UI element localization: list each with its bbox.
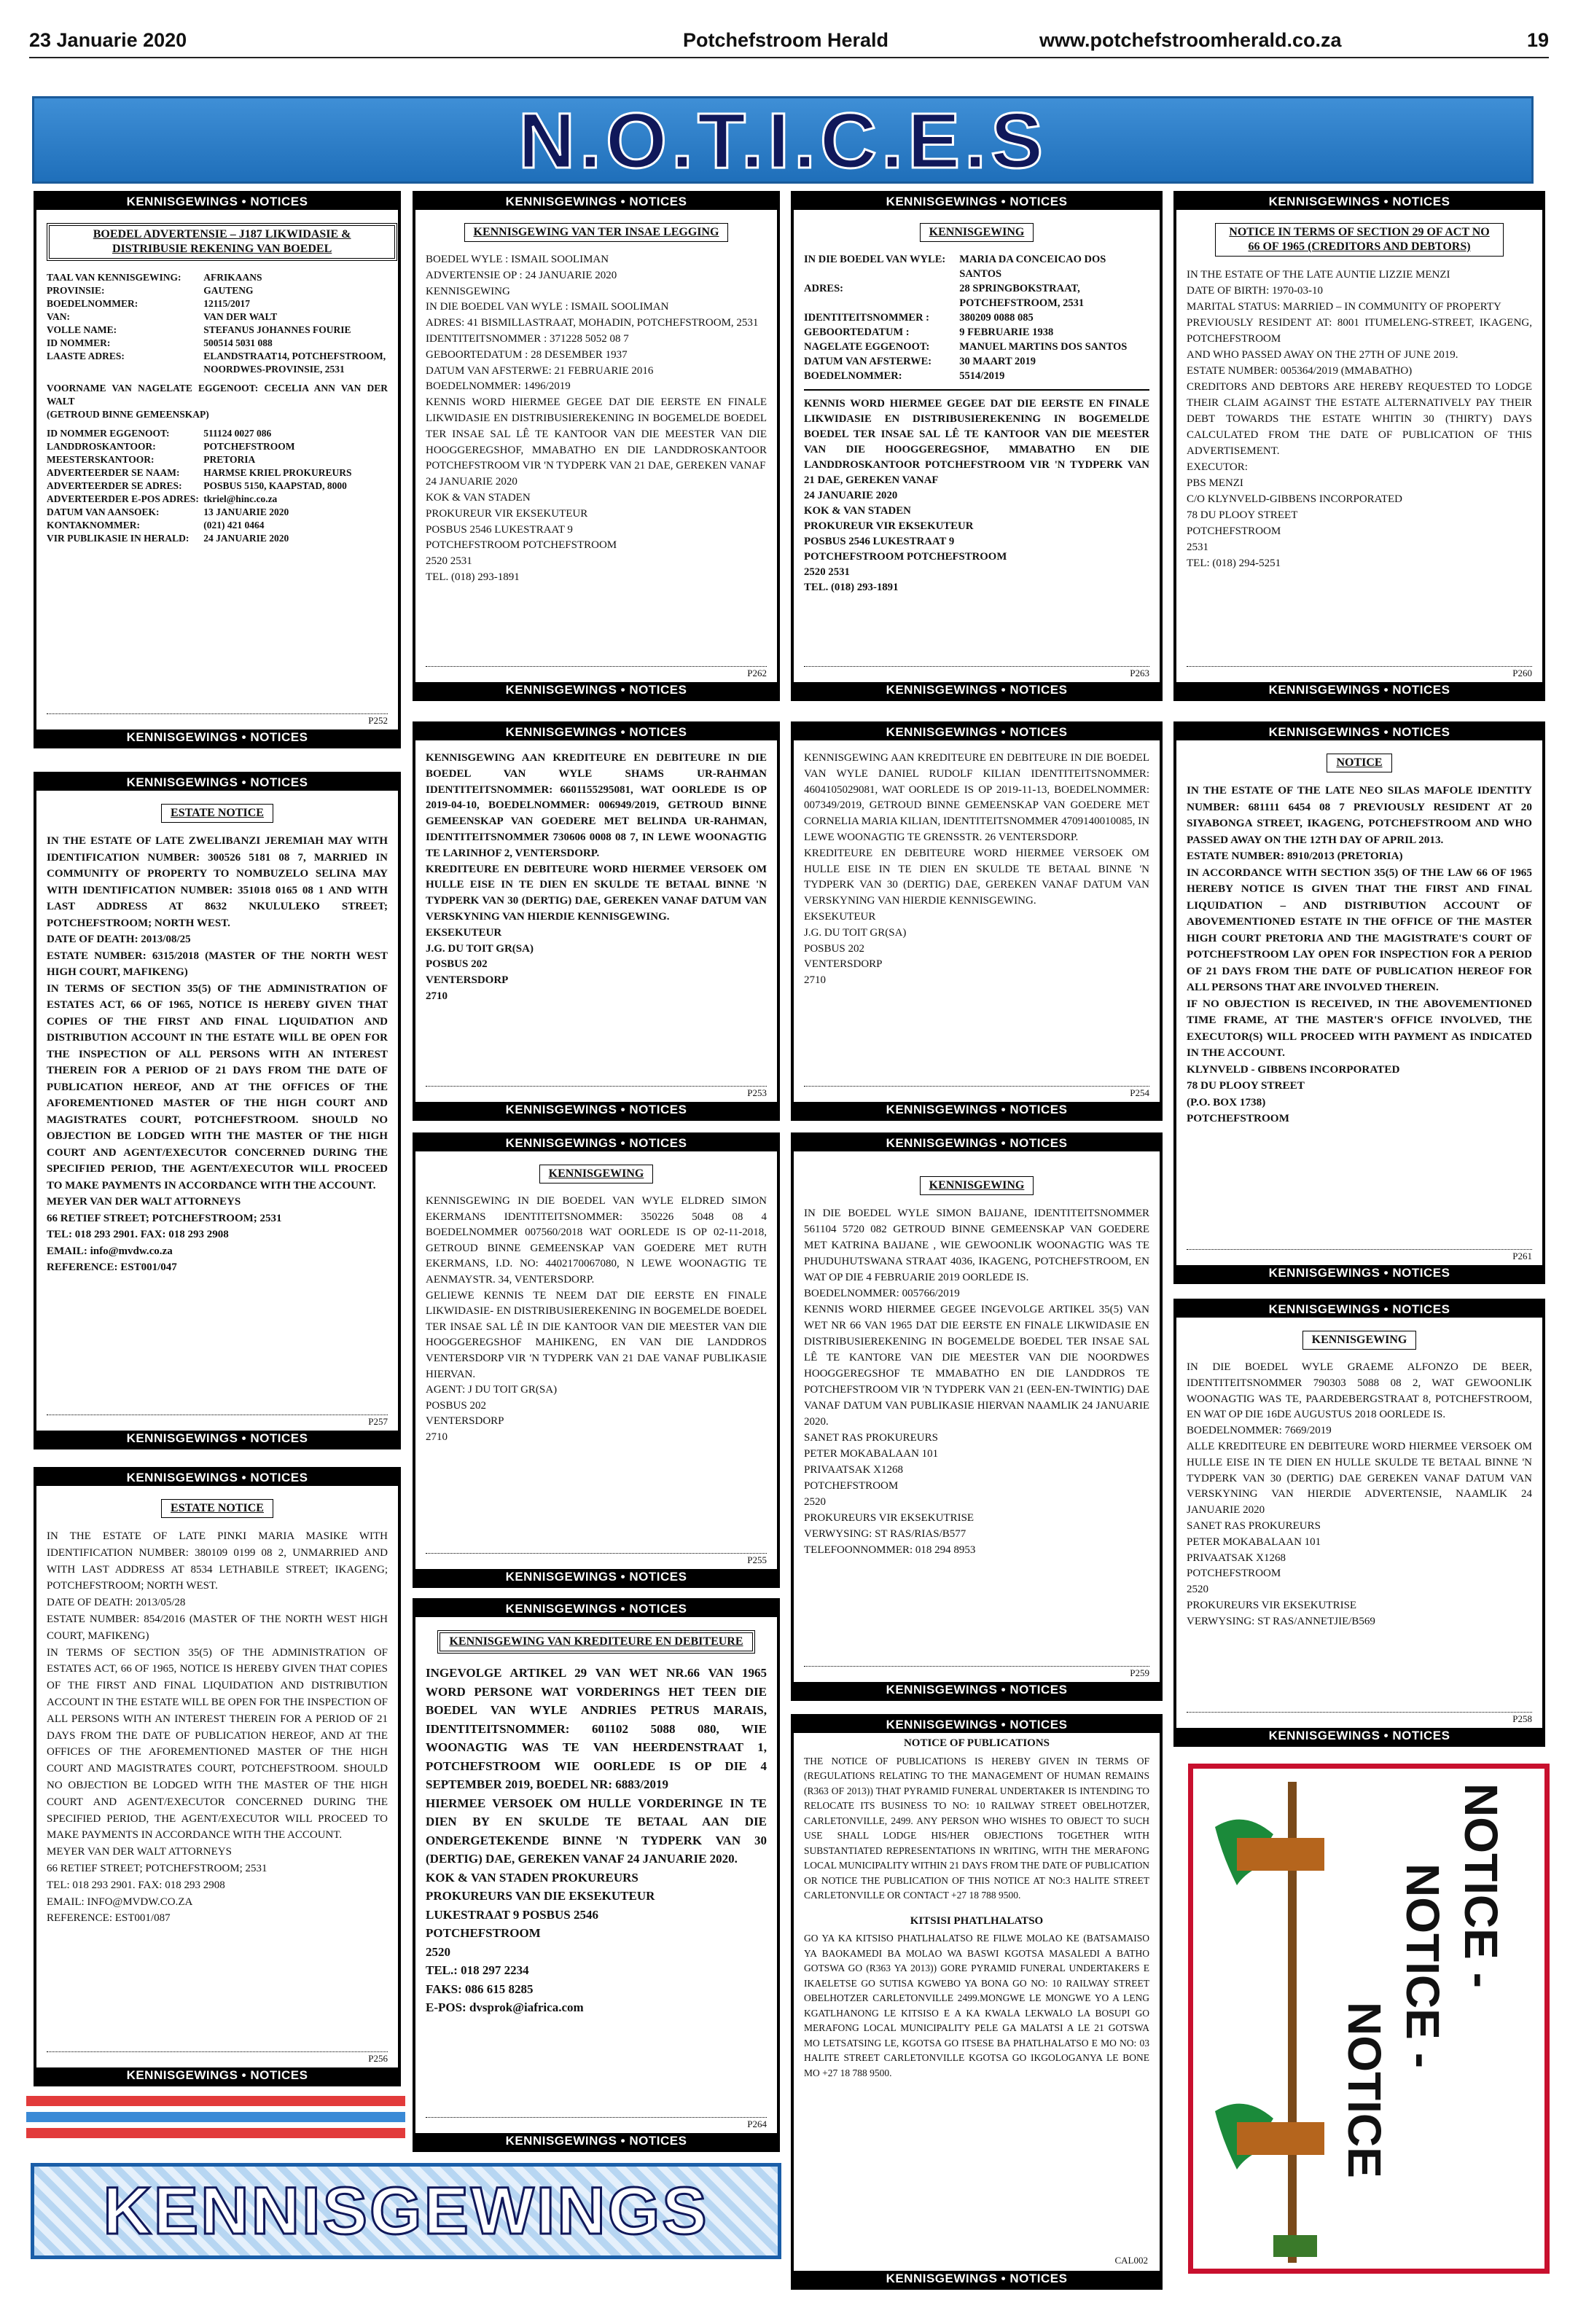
notice-title-setswana: KITSISI PHATLHALATSO (910, 1914, 1044, 1927)
notice-header-bar: KENNISGEWINGS • NOTICES (794, 194, 1160, 210)
notice-reference: P258 (1187, 1712, 1532, 1725)
notice-title: NOTICE (1327, 754, 1391, 772)
page-number: 19 (1526, 29, 1549, 51)
notice-title: NOTICE OF PUBLICATIONS (903, 1737, 1050, 1749)
notice-reference: P257 (47, 1415, 388, 1428)
notice-reference: P262 (426, 666, 767, 679)
notice-footer-bar: KENNISGEWINGS • NOTICES (415, 2133, 777, 2149)
notice-footer-bar: KENNISGEWINGS • NOTICES (415, 1102, 777, 1118)
notice-p257 (34, 772, 401, 1449)
banner-text: N.O.T.I.C.E.S (517, 96, 1048, 184)
notice-header-bar: KENNISGEWINGS • NOTICES (415, 1135, 777, 1151)
notice-reference: P259 (804, 1666, 1149, 1679)
notice-reference: P264 (426, 2117, 767, 2130)
notice-body: IN THE ESTATE OF LATE ZWELIBANZI JEREMIAH MAY WITH IDENTIFICATION NUMBER: 300526 5181 08 7, MARRIED IN COMMUNITY OF PROPERTY TO NOMBUZELO SELINA MAY WITH IDENTIFICATION NUMBER: 351018 0165 08 1 AND WITH LAST ADDRESS AT 8632 NKULULEKO STREET; POTCHEFSTROOM; NORTH WEST. DATE OF DEATH: 2013/08/25 ESTATE NUMBER: 6315/2018 (MASTER OF THE NORTH WEST HIGH COURT, MAFIKENG) IN TERMS OF SECTION 35(5) OF THE ADMINISTRATION OF ESTATES ACT, 66 OF 1965, NOTICE IS HEREBY GIVEN THAT COPIES OF THE FIRST AND FINAL LIQUIDATION AND DISTRIBUTION ACCOUNT IN THE ESTATE WILL BE OPEN FOR THE INSPECTION OF ALL PERSONS WITH AN INTEREST THEREIN FOR A PERIOD OF 21 DAYS FROM THE DATE OF PUBLICATION HEREOF, AND AT THE OFFICES OF THE AFOREMENTIONED MASTER OF THE HIGH COURT AND MAGISTRATES COURT, POTCHEFSTROOM. SHOULD NO OBJECTION BE LODGED WITH THE MASTER OF THE HIGH COURT AND AGENT/EXECUTOR CONCERNED DURING THE SPECIFIED PERIOD, THE AGENT/EXECUTOR WILL PROCEED TO MAKE PAYMENTS IN ACCORDANCE WITH THE ACCOUNT. MEYER VAN DER WALT ATTORNEYS 66 RETIEF STREET; POTCHEFSTROOM; 2531 TEL: 018 293 2901. FAX: 018 293 2908 EMAIL: info@mvdw.co.za REFERENCE: EST001/047 (47, 835, 388, 1273)
notice-footer-bar: KENNISGEWINGS • NOTICES (1176, 1265, 1542, 1281)
estate-details-table: TAAL VAN KENNISGEWING: AFRIKAANS PROVINSIE: GAUTENG BOEDELNOMMER: 12115/2017 VAN: VAN DER WALT VOLLE NAME: STEFANUS JOHANNES FOURIE ID NOMMER: 500514 5031 088 LAASTE ADRES: ELANDSTRAAT14, POTCHEFSTROOM, NOORDWES-PROVINSIE, 2531 (47, 272, 388, 375)
decorative-stripe (26, 2112, 405, 2122)
notice-body: INGEVOLGE ARTIKEL 29 VAN WET NR.66 VAN 1965 WORD PERSONE WAT VORDERINGS HET TEEN DIE BOEDEL VAN WYLE ANDRIES PETRUS MARAIS, IDENTITEITSNOMMER: 601102 5088 080, WIE WOONAGTIG WAS TE VAN HEERDENSTRAAT 1, POTCHEFSTROOM WIE OORLEDE IS OP DIE 4 SEPTEMBER 2019, BOEDEL NR: 6883/2019 HIERMEE VERSOEK OM HULLE VORDERINGE IN TE DIEN BY EN SKULDE TE BETAAL AAN DIE ONDERGETEKENDE BINNE 'N TYDPERK VAN 30 (DERTIG) DAE, GEREKEN VANAF 24 JANUARIE 2020. KOK & VAN STADEN PROKUREURS PROKUREURS VAN DIE EKSEKUTEUR LUKESTRAAT 9 POSBUS 2546 POTCHEFSTROOM 2520 TEL.: 018 297 2234 FAKS: 086 615 8285 E-POS: dvsprok@iafrica.com (426, 1666, 767, 2014)
notice-title: KENNISGEWING (920, 1176, 1034, 1195)
notice-p253 (413, 721, 780, 1121)
notice-body: KENNISGEWING AAN KREDITEURE EN DEBITEURE IN DIE BOEDEL VAN WYLE SHAMS UR-RAHMAN IDENTITEITSNOMMER: 6601155295081, WAT OORLEDE IS OP 2019-04-10, BOEDELNOMMER: 006949/2019, GETROUD BINNE GEMEENSKAP VAN GOEDERE MET BELINDA UR-RAHMAN, IDENTITEITSNOMMER 730606 0008 08 7, IN LEWE WOONAGTIG TE LARINHOF 2, VENTERSDORP. KREDITEURE EN DEBITEURE WORD HIERMEE VERSOEK OM HULLE EISE IN TE DIEN EN SKULDE TE BETAAL BINNE 'N TYDPERK VAN 30 (DERTIG) DAE, GEREKEN VANAF DATUM VAN VERSKYNING VAN HIERDIE KENNISGEWING. EKSEKUTEUR J.G. DU TOIT GR(SA) POSBUS 202 VENTERSDORP 2710 (426, 752, 767, 1002)
notice-p258 (1173, 1299, 1545, 1747)
notice-title: KENNISGEWING (920, 223, 1034, 242)
notice-header-bar: KENNISGEWINGS • NOTICES (1176, 724, 1542, 740)
notice-body-english: THE NOTICE OF PUBLICATIONS IS HEREBY GIVEN IN TERMS OF (REGULATIONS RELATING TO THE MANAGEMENT OF HUMAN REMAINS (R363 OF 2013)) THAT PYRAMID FUNERAL UNDERTAKER IS INTENDING TO RELOCATE ITS BUSINESS TO NO: 10 RAILWAY STREET OBELHOTZER, CARLETONVILLE, 2499. ANY PERSON WHO WISHES TO OBJECT TO SUCH USE SHALL LODGE HIS/HER OBJECTIONS TOGETHER WITH SUBSTANTIATED REPRESENTATIONS IN WRITING, WITH THE MERAFONG LOCAL MUNICIPALITY WITHIN 21 DAYS FROM THE DATE OF PUBLICATION OR NOTICE THE PUBLICATION OF THIS NOTICE AT NO:3 HALITE STREET CARLETONVILLE OR CONTACT +27 18 788 9500. (804, 1755, 1152, 1901)
notice-reference: P252 (47, 713, 388, 727)
page-header (29, 28, 1549, 58)
website-url[interactable]: www.potchefstroomherald.co.za (1039, 29, 1342, 51)
notice-body: IN THE ESTATE OF THE LATE NEO SILAS MAFOLE IDENTITY NUMBER: 681111 6454 08 7 PREVIOUSLY RESIDENT AT 20 SIYABONGA STREET, IKAGENG, POTCHEFSTROOM AND WHO PASSED AWAY ON THE 12TH DAY OF APRIL 2013. ESTATE NUMBER: 8910/2013 (PRETORIA) IN ACCORDANCE WITH SECTION 35(5) OF THE LAW 66 OF 1965 HEREBY NOTICE IS GIVEN THAT THE FIRST AND FINAL LIQUIDATION – AND DISTRIBUTION ACCOUNT OF ABOVEMENTIONED ESTATE IN THE OFFICE OF THE MASTER HIGH COURT PRETORIA AND THE MAGISTRATE'S COURT OF POTCHEFSTROOM LAY OPEN FOR INSPECTION FOR A PERIOD OF 21 DAYS FROM THE DATE OF PUBLICATION HEREOF FOR ALL PERSONS THAT ARE INVOLVED THEREIN. IF NO OBJECTION IS RECEIVED, IN THE ABOVEMENTIONED TIME FRAME, AT THE MASTER'S OFFICE INVOLVED, THE EXECUTOR(S) WILL PROCEED WITH PAYMENT AS INDICATED IN THE ACCOUNT. KLYNVELD - GIBBENS INCORPORATED 78 DU PLOOY STREET (P.O. BOX 1738) POTCHEFSTROOM (1187, 784, 1532, 1124)
notice-reference: P261 (1187, 1249, 1532, 1262)
notice-reference: P254 (804, 1086, 1149, 1099)
notice-body: IN DIE BOEDEL WYLE SIMON BAIJANE, IDENTITEITSNOMMER 561104 5720 082 GETROUD BINNE GEMEENSKAP VAN GOEDERE MET KATRINA BAIJANE , WIE GEWOONLIK WOONAGTIG WAS TE PHUDUHUTSWANA STRAAT 4036, IKAGENG, POTCHEFSTROOM, EN WAT OP DIE 4 FEBRUARIE 2019 OORLEDE IS. BOEDELNOMMER: 005766/2019 KENNIS WORD HIERMEE GEGEE INGEVOLGE ARTIKEL 35(5) VAN WET NR 66 VAN 1965 DAT DIE EERSTE EN FINALE LIKWIDASIE EN DISTRIBUSIEREKENING IN BOGEMELDE BOEDEL TER INSAE SAL LÊ TE KANTORE VAN DIE MEESTER VAN DIE NOORDWES HOOGGEREGSHOF TE MMABATHO EN DIE LANDDROS TE POTCHEFSTROOM VIR 'N TYDPERK VAN 21 (EEN-EN-TWINTIG) DAE VANAF DATUM VAN PUBLIKASIE HIERVAN NAAMLIK 24 JANUARIE 2020. SANET RAS PROKUREURS PETER MOKABALAAN 101 PRIVAATSAK X1268 POTCHEFSTROOM 2520 PROKUREURS VIR EKSEKUTRISE VERWYSING: ST RAS/RIAS/B577 TELEFOONNOMMER: 018 294 8953 (804, 1208, 1149, 1556)
notice-header-bar: KENNISGEWINGS • NOTICES (1176, 1302, 1542, 1318)
kennisgewings-banner-text: KENNISGEWINGS (103, 2174, 709, 2248)
issue-date: 23 Januarie 2020 (29, 29, 187, 51)
notice-footer-bar: KENNISGEWINGS • NOTICES (36, 729, 398, 746)
notice-footer-bar: KENNISGEWINGS • NOTICES (1176, 1728, 1542, 1744)
notice-body: IN DIE BOEDEL WYLE GRAEME ALFONZO DE BEER, IDENTITEITSNOMMER 790303 5088 08 2, WAT GEWOONLIK WOONAGTIG WAS TE, PAARDEBERGSTRAAT 8, POTCHEFSTROOM, EN WAT OP DIE 16DE AUGUSTUS 2018 OORLEDE IS. BOEDELNOMMER: 7669/2019 ALLE KREDITEURE EN DEBITEURE WORD HIERMEE VERSOEK OM HULLE EISE IN TE DIEN EN HULLE SKULDE TE BETAAL BINNE 'N TYDPERK VAN 30 (DERTIG) DAE GEREKEN VANAF DATUM VAN VERSKYNING VAN HIERDIE ADVERTENSIE, NAAMLIK 24 JANUARIE 2020 SANET RAS PROKUREURS PETER MOKABALAAN 101 PRIVAATSAK X1268 POTCHEFSTROOM 2520 PROKUREURS VIR EKSEKUTRISE VERWYSING: ST RAS/ANNETJIE/B569 (1187, 1361, 1532, 1627)
notice-reference: P253 (426, 1086, 767, 1099)
notice-reference: P255 (426, 1553, 767, 1566)
notice-footer-bar: KENNISGEWINGS • NOTICES (36, 2067, 398, 2084)
notice-reference: CAL002 (1114, 2255, 1148, 2266)
notice-footer-bar: KENNISGEWINGS • NOTICES (1176, 682, 1542, 698)
notice-footer-bar: KENNISGEWINGS • NOTICES (794, 1682, 1160, 1698)
notice-header-bar: KENNISGEWINGS • NOTICES (794, 724, 1160, 740)
notice-header-bar: KENNISGEWINGS • NOTICES (415, 1601, 777, 1617)
notices-banner (32, 96, 1534, 184)
notice-header-bar: KENNISGEWINGS • NOTICES (1176, 194, 1542, 210)
notice-title: ESTATE NOTICE (161, 1499, 273, 1518)
notice-header-bar: KENNISGEWINGS • NOTICES (36, 194, 398, 210)
notice-title: KENNISGEWING (539, 1165, 654, 1183)
notice-p259 (791, 1132, 1163, 1701)
notice-header-bar: KENNISGEWINGS • NOTICES (415, 194, 777, 210)
notice-p260 (1173, 191, 1545, 701)
notice-p255 (413, 1132, 780, 1588)
notice-header-bar: KENNISGEWINGS • NOTICES (36, 1470, 398, 1486)
advertiser-details-table: ID NOMMER EGGENOOT: 511124 0027 086 LANDDROSKANTOOR: POTCHEFSTROOM MEESTERSKANTOOR: PRETORIA ADVERTEERDER SE NAAM: HARMSE KRIEL PROKUREURS ADVERTEERDER SE ADRES: POSBUS 5150, KAAPSTAD, 8000 ADVERTEERDER E-POS ADRES: tkriel@hinc.co.za DATUM VAN AANSOEK: 13 JANUARIE 2020 KONTAKNOMMER: (021) 421 0464 VIR PUBLIKASIE IN HERALD: 24 JANUARIE 2020 (47, 428, 352, 544)
notice-p256 (34, 1467, 401, 2086)
notice-body: BOEDEL WYLE : ISMAIL SOOLIMAN ADVERTENSIE OP : 24 JANUARIE 2020 KENNISGEWING IN DIE BOEDEL VAN WYLE : ISMAIL SOOLIMAN ADRES: 41 BISMILLASTRAAT, MOHADIN, POTCHEFSTROOM, 2531 IDENTITEITSNOMMER : 371228 5052 08 7 GEBOORTEDATUM : 28 DESEMBER 1937 DATUM VAN AFSTERWE: 21 FEBRUARIE 2016 BOEDELNOMMER: 1496/2019 KENNIS WORD HIERMEE GEGEE DAT DIE EERSTE EN FINALE LIKWIDASIE EN DISTRIBUSIEREKENING IN BOGEMELDE BOEDEL TER INSAE SAL LÊ TE KANTOOR VAN DIE MEESTER VAN DIE HOOGGEREGSHOF, MMABATHO EN DIE LANDDROSKANTOOR POTCHEFSTROOM VIR 'N TYDPERK VAN 21 DAE, GEREKEN VANAF 24 JANUARIE 2020 KOK & VAN STADEN PROKUREUR VIR EKSEKUTEUR POSBUS 2546 LUKESTRAAT 9 POTCHEFSTROOM POTCHEFSTROOM 2520 2531 TEL. (018) 293-1891 (426, 254, 767, 583)
kennisgewings-banner (31, 2163, 781, 2259)
notice-footer-bar: KENNISGEWINGS • NOTICES (794, 682, 1160, 698)
notice-header-bar: KENNISGEWINGS • NOTICES (794, 1717, 1160, 1733)
notice-signpost-illustration (1188, 1764, 1550, 2274)
notice-p264 (413, 1598, 780, 2152)
notice-title: KENNISGEWING VAN TER INSAE LEGGING (464, 223, 729, 242)
newspaper-name: Potchefstroom Herald (683, 29, 889, 51)
notice-header-bar: KENNISGEWINGS • NOTICES (415, 724, 777, 740)
notice-body-setswana: GO YA KA KITSISO PHATLHALATSO RE FILWE MOLAO KE (BATSAMAISO YA BAOKAMEDI BA MOLAO WA BASWI KGOTSA MASALEDI A BATHO GOTSWA GO (R363 YA 2013)) GORE PYRAMID FUNERAL UNDERTAKERS E IKAELETSE GO SUTISA KGWEBO YA BONA GO NO: 10 RAILWAY STREET OBELHOTZER CARLETONVILLE 2499.MONGWE LE MONGWE YO A LENG KGATLHANONG LE KITSISO E A KA KWALA LEKWALO LA BOSUPI GO MERAFONG LOCAL MUNICIPALITY PELE GA MALATSI A LE 21 GOTSWA MO LETSATSING LE, KGOTSA GO ITSESE BA PHATLHALATSO E MO NO: 03 HALITE STREET CARLETONVILLE KGOTSA GO IKGOLOGANYA LE BONE MO +27 18 788 9500. (804, 1933, 1152, 2078)
notice-title: KENNISGEWING (1302, 1331, 1417, 1350)
notice-title: NOTICE IN TERMS OF SECTION 29 OF ACT NO 66 OF 1965 (CREDITORS AND DEBTORS) (1215, 223, 1504, 257)
notice-reference: P256 (47, 2051, 388, 2065)
decorative-stripe (26, 2128, 405, 2138)
notice-title: BOEDEL ADVERTENSIE – J187 LIKWIDASIE & DISTRIBUSIE REKENING VAN BOEDEL (47, 223, 397, 261)
notice-footer-bar: KENNISGEWINGS • NOTICES (794, 1102, 1160, 1118)
notice-header-bar: KENNISGEWINGS • NOTICES (794, 1135, 1160, 1151)
notice-body: KENNISGEWING AAN KREDITEURE EN DEBITEURE IN DIE BOEDEL VAN WYLE DANIEL RUDOLF KILIAN IDENTITEITSNOMMER: 4604105029081, WAT OORLEDE IS OP 2019-11-13, BOEDELNOMMER: 007349/2019, GETROUD BINNE GEMEENSKAP VAN GOEDERE MET CORNELIA MARIA KILIAN, IDENTITEITSNOMMER 4709140010085, IN LEWE WOONAGTIG TE GRENSSTR. 26 VENTERSDORP. KREDITEURE EN DEBITEURE WORD HIERMEE VERSOEK OM HULLE EISE IN TE DIEN EN SKULDE TE BETAAL BINNE 'N TYDPERK VAN 30 (DERTIG) DAE, GEREKEN VANAF DATUM VAN VERSKYNING VAN HIERDIE KENNISGEWING. EKSEKUTEUR J.G. DU TOIT GR(SA) POSBUS 202 VENTERSDORP 2710 (804, 752, 1149, 987)
notice-footer-bar: KENNISGEWINGS • NOTICES (415, 1569, 777, 1585)
notice-title: ESTATE NOTICE (161, 804, 273, 823)
estate-details-table: IN DIE BOEDEL VAN WYLE: MARIA DA CONCEICAO DOS SANTOS ADRES: 28 SPRINGBOKSTRAAT, POTCHEFSTROOM, 2531 IDENTITEITSNOMMER : 380209 0088 085 GEBOORTEDATUM : 9 FEBRUARIE 1938 NAGELATE EGGENOOT: MANUEL MARTINS DOS SANTOS DATUM VAN AFSTERWE: 30 MAART 2019 BOEDELNOMMER: 5514/2019 (804, 254, 1128, 382)
notice-header-bar: KENNISGEWINGS • NOTICES (36, 775, 398, 791)
decorative-stripe (26, 2096, 405, 2106)
notice-p252 (34, 191, 401, 748)
notice-body: KENNIS WORD HIERMEE GEGEE DAT DIE EERSTE EN FINALE LIKWIDASIE EN DISTRIBUSIEREKENING IN BOGEMELDE BOEDEL TER INSAE SAL LÊ TE KANTOOR VAN DIE MEESTER VAN DIE HOOGGEREGSHOF, MMABATHO EN DIE LANDDROSKANTOOR POTCHEFSTROOM VIR 'N TYDPERK VAN 21 DAE, GEREKEN VANAF 24 JANUARIE 2020 KOK & VAN STADEN PROKUREUR VIR EKSEKUTEUR POSBUS 2546 LUKESTRAAT 9 POTCHEFSTROOM POTCHEFSTROOM 2520 2531 TEL. (018) 293-1891 (804, 398, 1149, 593)
notice-footer-bar: KENNISGEWINGS • NOTICES (36, 1431, 398, 1447)
notice-body: IN THE ESTATE OF THE LATE AUNTIE LIZZIE MENZI DATE OF BIRTH: 1970-03-10 MARITAL STATUS: MARRIED – IN COMMUNITY OF PROPERTY PREVIOUSLY RESIDENT AT: 8001 ITUMELENG-STREET, IKAGENG, POTCHEFSTROOM AND WHO PASSED AWAY ON THE 27TH OF JUNE 2019. ESTATE NUMBER: 005364/2019 (MMABATHO) CREDITORS AND DEBTORS ARE HEREBY REQUESTED TO LODGE THEIR CLAIM AGAINST THE ESTATE ALTERNATIVELY PAY THEIR DEBT TOWARDS THE ESTATE WHITIN 30 (THIRTY) DAYS CALCULATED FROM THE DATE OF PUBLICATION OF THIS ADVERTISEMENT. EXECUTOR: PBS MENZI C/O KLYNVELD-GIBBENS INCORPORATED 78 DU PLOOY STREET POTCHEFSTROOM 2531 TEL: (018) 294-5251 (1187, 269, 1532, 569)
notice-body: IN THE ESTATE OF LATE PINKI MARIA MASIKE WITH IDENTIFICATION NUMBER: 380109 0199 08 2, UNMARRIED AND WITH LAST ADDRESS AT 8534 LETHABILE STREET; IKAGENG; POTCHEFSTROOM; NORTH WEST. DATE OF DEATH: 2013/05/28 ESTATE NUMBER: 854/2016 (MASTER OF THE NORTH WEST HIGH COURT, MAFIKENG) IN TERMS OF SECTION 35(5) OF THE ADMINISTRATION OF ESTATES ACT, 66 OF 1965, NOTICE IS HEREBY GIVEN THAT COPIES OF THE FIRST AND FINAL LIQUIDATION AND DISTRIBUTION ACCOUNT IN THE ESTATE WILL BE OPEN FOR THE INSPECTION OF ALL PERSONS WITH AN INTEREST THEREIN FOR A PERIOD OF 21 DAYS FROM THE DATE OF PUBLICATION HEREOF, AND AT THE OFFICES OF THE AFOREMENTIONED MASTER OF THE HIGH COURT AND MAGISTRATES COURT, POTCHEFSTROOM. SHOULD NO OBJECTION BE LODGED WITH THE MASTER OF THE HIGH COURT AND AGENT/EXECUTOR CONCERNED DURING THE SPECIFIED PERIOD, THE AGENT/EXECUTOR WILL PROCEED TO MAKE PAYMENTS IN ACCORDANCE WITH THE ACCOUNT. MEYER VAN DER WALT ATTORNEYS 66 RETIEF STREET; POTCHEFSTROOM; 2531 TEL: 018 293 2901. FAX: 018 293 2908 EMAIL: INFO@MVDW.CO.ZA REFERENCE: EST001/087 (47, 1530, 388, 1925)
notice-p262 (413, 191, 780, 701)
notice-body: KENNISGEWING IN DIE BOEDEL VAN WYLE ELDRED SIMON EKERMANS IDENTITEITSNOMMER: 350226 5048 08 4 BOEDELNOMMER 007560/2018 WAT OORLEDE IS OP 02-11-2018, GETROUD BINNE GEMEENSKAP VAN GOEDERE MET RUTH EKERMANS, I.D. NO: 4402170067080, N LEWE WOONAGTIG TE AENMAYSTR. 34, VENTERSDORP. GELIEWE KENNIS TE NEEM DAT DIE EERSTE EN FINALE LIKWIDASIE- EN DISTRIBUSIEREKENING IN BOGEMELDE BOEDEL TER INSAE SAL LÊ IN DIE KANTOOR VAN DIE MEESTER VAN DIE HOOGGEREGSHOF MAHIKENG, EN VAN DIE LANDDROS VENTERSDORP VIR 'N TYDPERK VAN 21 DAE VANAF PUBLIKASIE HIERVAN. AGENT: J DU TOIT GR(SA) POSBUS 202 VENTERSDORP 2710 (426, 1195, 767, 1443)
notice-footer-bar: KENNISGEWINGS • NOTICES (415, 682, 777, 698)
notice-p263 (791, 191, 1163, 701)
notice-reference: P263 (804, 666, 1149, 679)
notice-footer-bar: KENNISGEWINGS • NOTICES (794, 2271, 1160, 2287)
notice-title: KENNISGEWING VAN KREDITEURE EN DEBITEURE (437, 1630, 754, 1654)
notice-cal002 (791, 1714, 1163, 2290)
notice-signpost-text: NOTICE - NOTICE - NOTICE (1338, 1783, 1507, 2178)
notice-p254 (791, 721, 1163, 1121)
spouse-details: VOORNAME VAN NAGELATE EGGENOOT: CECELIA ANN VAN DER WALT (GETROUD BINNE GEMEENSKAP) (47, 383, 388, 420)
notice-p261 (1173, 721, 1545, 1284)
notice-reference: P260 (1187, 666, 1532, 679)
